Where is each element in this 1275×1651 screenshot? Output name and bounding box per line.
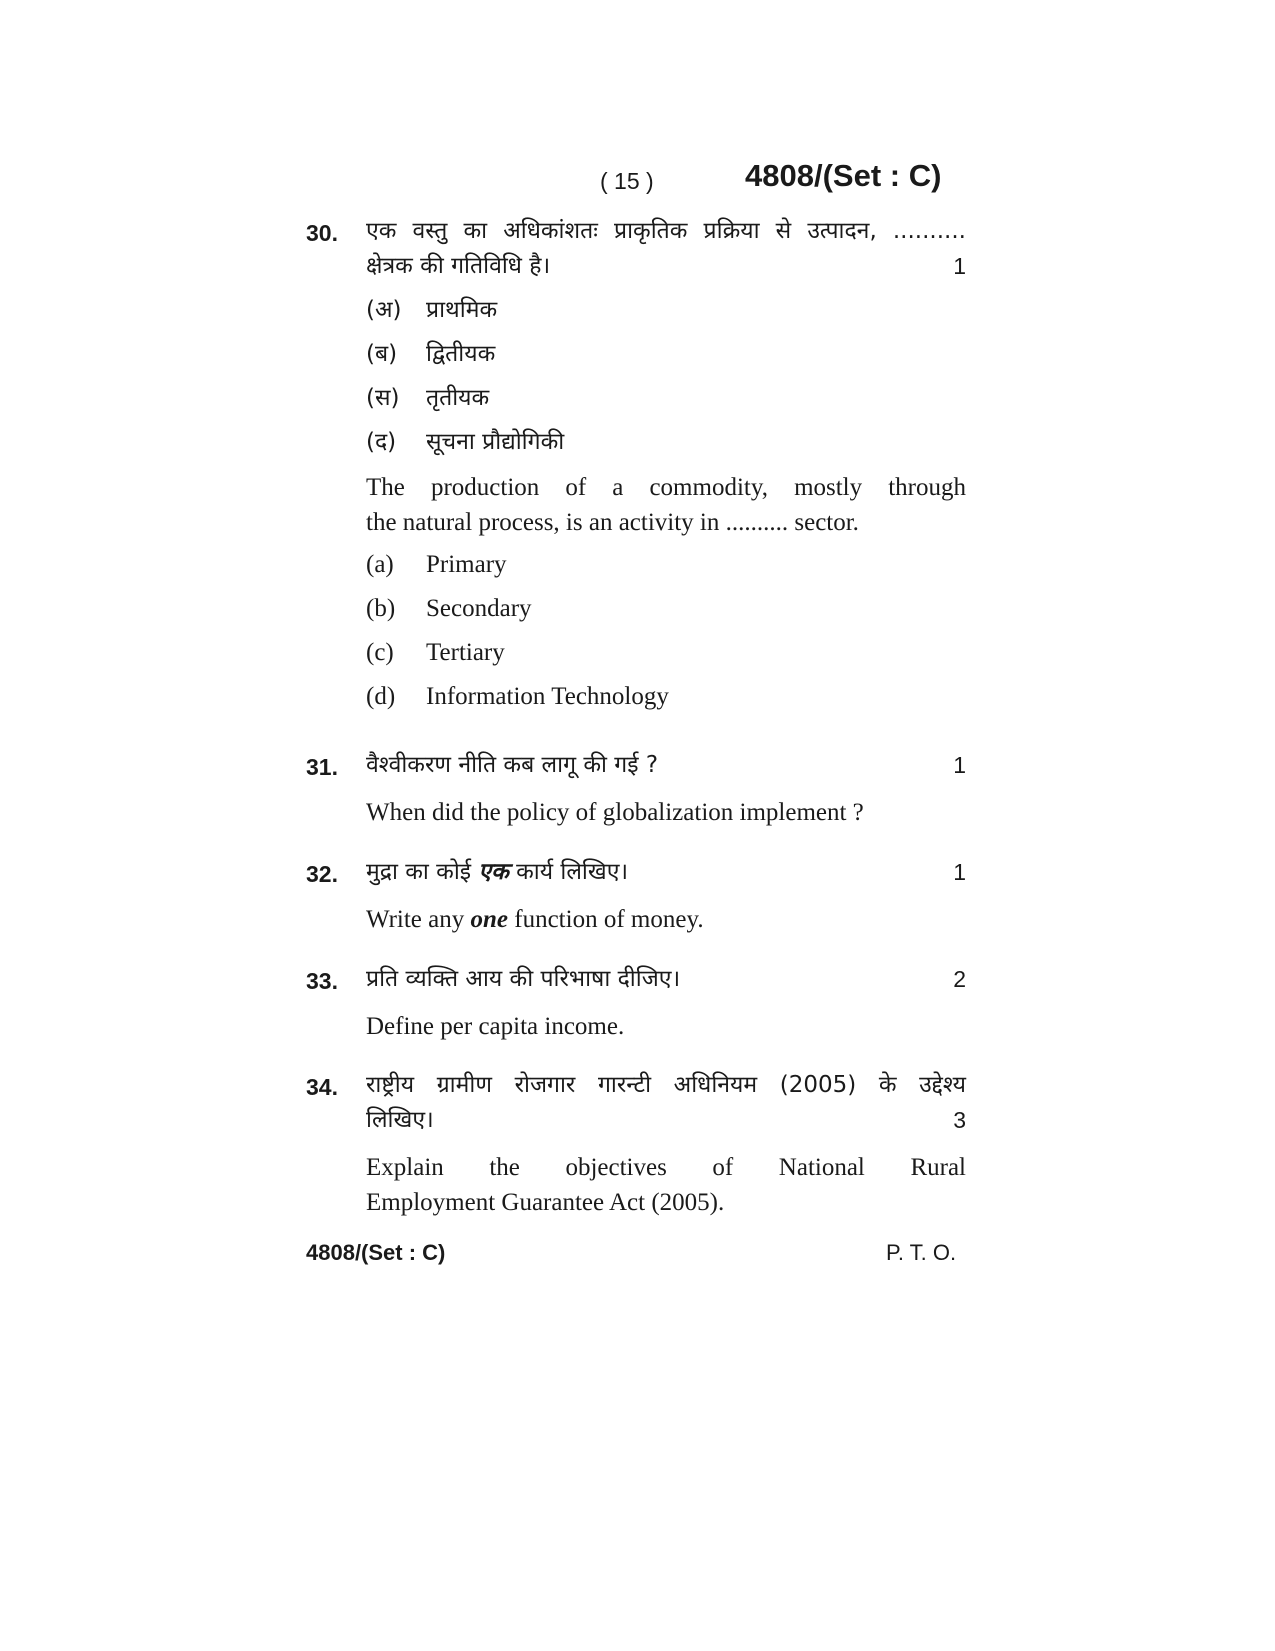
question-number: 32.: [306, 861, 338, 887]
option-text: Secondary: [426, 594, 532, 622]
question-hindi-pre: मुद्रा का कोई: [366, 859, 472, 885]
question-marks: 1: [953, 752, 966, 778]
english-options: [366, 542, 966, 718]
option-d-hindi: [366, 420, 966, 464]
page-number: ( 15 ): [600, 168, 654, 194]
question-marks: 2: [953, 966, 966, 992]
question-34: [306, 1068, 966, 1220]
option-label: (स): [366, 384, 400, 411]
question-32: [306, 855, 966, 937]
hindi-options: [366, 288, 966, 464]
option-text: Primary: [426, 550, 507, 578]
question-hindi-text: प्रति व्यक्ति आय की परिभाषा दीजिए।: [366, 966, 681, 992]
question-30: [306, 214, 966, 718]
pto-label: P. T. O.: [886, 1240, 957, 1265]
question-marks: 1: [953, 859, 966, 885]
question-hindi-line: [366, 855, 966, 890]
option-a-hindi: [366, 288, 966, 332]
option-b-english: [366, 586, 966, 630]
question-number: 33.: [306, 968, 338, 994]
question-english-line-1: The production of a commodity, mostly through: [366, 474, 966, 501]
option-d-english: [366, 674, 966, 718]
question-hindi-line-2: [366, 249, 966, 284]
question-english-line-2: the natural process, is an activity in .......... sector.: [366, 509, 859, 536]
question-hindi-emphasis: एक: [478, 859, 509, 885]
option-c-hindi: [366, 376, 966, 420]
option-text: प्राथमिक: [426, 296, 498, 323]
question-number: 34.: [306, 1074, 338, 1100]
option-label: (द): [366, 428, 397, 455]
option-text: Tertiary: [426, 638, 505, 666]
question-marks: 3: [953, 1107, 966, 1133]
question-33: [306, 962, 966, 1044]
option-c-english: [366, 630, 966, 674]
option-text: द्वितीयक: [426, 340, 496, 367]
option-text: Information Technology: [426, 682, 669, 710]
question-hindi-line: [366, 748, 966, 783]
option-label: (d): [366, 682, 396, 710]
option-label: (a): [366, 550, 394, 578]
question-english-line-1: Explain the objectives of National Rural: [366, 1154, 966, 1181]
question-number: 31.: [306, 754, 338, 780]
option-a-english: [366, 542, 966, 586]
question-english-text: When did the policy of globalization implement ?: [366, 799, 864, 826]
paper-code-header: 4808/(Set : C): [745, 158, 942, 193]
option-text: तृतीयक: [426, 384, 490, 411]
question-english-line: [366, 902, 966, 937]
question-english-pre: Write any: [366, 906, 465, 933]
question-english-post: function of money.: [514, 906, 704, 933]
option-label: (अ): [366, 296, 402, 323]
option-label: (b): [366, 594, 396, 622]
question-marks: 1: [953, 253, 966, 279]
question-hindi-post: कार्य लिखिए।: [516, 859, 629, 885]
question-number: 30.: [306, 220, 338, 246]
question-hindi-text: लिखिए।: [366, 1107, 434, 1133]
question-english-line-2: Employment Guarantee Act (2005).: [366, 1189, 725, 1216]
option-label: (ब): [366, 340, 398, 367]
question-hindi-line-2: [366, 1103, 966, 1138]
question-31: [306, 748, 966, 830]
question-hindi-line: [366, 962, 966, 997]
question-hindi-text: वैश्वीकरण नीति कब लागू की गई ?: [366, 752, 659, 778]
question-english-emphasis: one: [470, 906, 509, 933]
question-hindi-text: क्षेत्रक की गतिविधि है।: [366, 253, 551, 279]
paper-code-footer: 4808/(Set : C): [306, 1240, 446, 1265]
option-text: सूचना प्रौद्योगिकी: [426, 428, 565, 455]
option-b-hindi: [366, 332, 966, 376]
question-english-text: Define per capita income.: [366, 1013, 625, 1040]
option-label: (c): [366, 638, 394, 666]
question-hindi-line-1: राष्ट्रीय ग्रामीण रोजगार गारन्टी अधिनियम (2005) के उद्देश्य: [366, 1072, 966, 1098]
question-hindi-line-1: एक वस्तु का अधिकांशतः प्राकृतिक प्रक्रिया से उत्पादन, ..........: [366, 218, 966, 244]
